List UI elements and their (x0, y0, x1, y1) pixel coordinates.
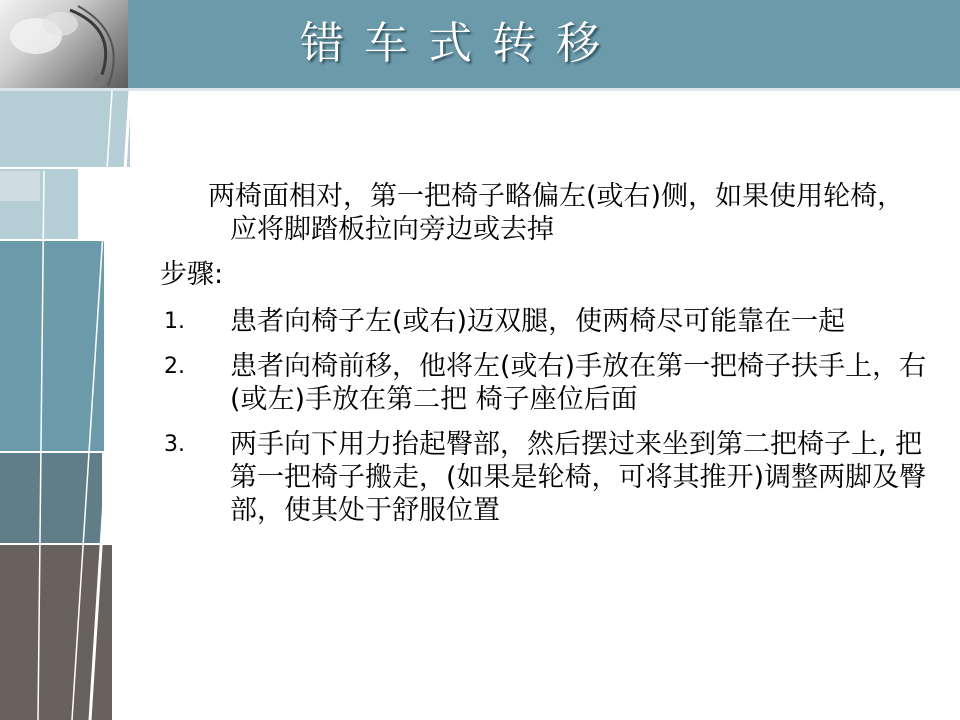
step-text: 患者向椅子左(或右)迈双腿，使两椅尽可能靠在一起 (230, 306, 846, 337)
stethoscope-photo (0, 0, 128, 88)
steps-heading: 步骤: (160, 259, 224, 290)
slide-content (160, 180, 930, 539)
stethoscope-icon (0, 0, 128, 88)
intro-paragraph: 两椅面相对，第一把椅子略偏左(或右)侧，如果使用轮椅，应将脚踏板拉向旁边或去掉 (208, 181, 905, 245)
step-text: 两手向下用力抬起臀部，然后摆过来坐到第二把椅子上, 把第一把椅子搬走，(如果是轮椅，可将其推开)调整两脚及臀部，使其处于舒服位置 (230, 429, 927, 526)
decorative-sidebar (0, 91, 130, 720)
slide-title: 错车式转移 (300, 18, 620, 69)
step-number: 1. (164, 309, 185, 334)
step-text: 患者向椅前移，他将左(或右)手放在第一把椅子扶手上，右(或左)手放在第二把 椅子座位后面 (230, 351, 927, 415)
header-divider (0, 88, 960, 91)
step-item (160, 350, 930, 416)
step-item (160, 428, 930, 527)
step-item (160, 305, 930, 338)
step-number: 2. (164, 354, 185, 379)
step-number: 3. (164, 432, 185, 457)
